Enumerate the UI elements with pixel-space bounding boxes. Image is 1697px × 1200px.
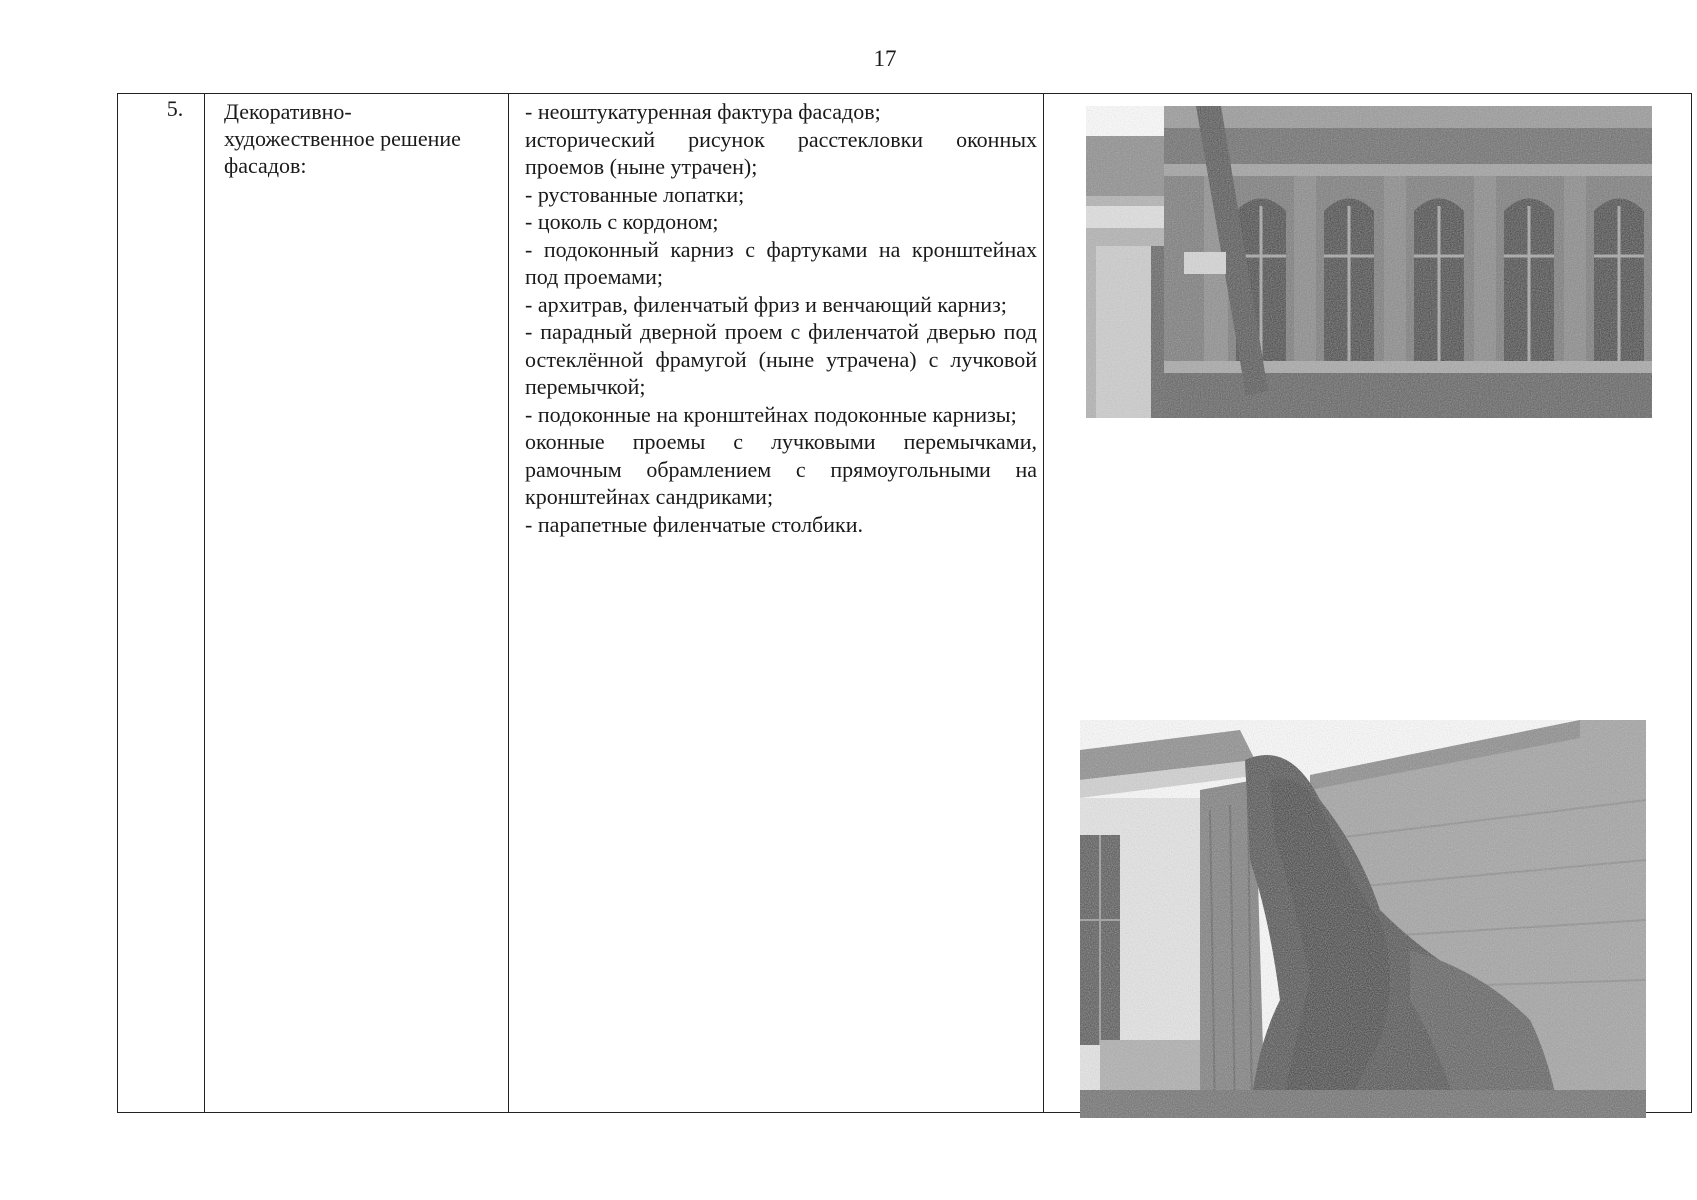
feature-item: - рустованные лопатки; xyxy=(525,181,745,207)
facade-vine-photo xyxy=(1080,720,1646,1118)
feature-item: - архитрав, филенчатый фриз и венчающий карниз; xyxy=(525,291,1007,317)
feature-item: - подоконный карниз с фартуками на кронштейнах под проемами; xyxy=(525,236,1037,289)
row-number: 5. xyxy=(166,96,184,121)
facade-windows-photo xyxy=(1086,106,1652,418)
column-divider xyxy=(508,93,509,1113)
column-divider xyxy=(1043,93,1044,1113)
feature-list xyxy=(525,98,1037,538)
feature-item: оконные проемы с лучковыми перемычками, рамочным обрамлением с прямоугольными на кронштейнах сандриками; xyxy=(525,429,1037,509)
feature-item: - неоштукатуренная фактура фасадов; xyxy=(525,99,881,124)
feature-item: - парапетные филенчатые столбики. xyxy=(525,511,863,537)
feature-item: - цоколь с кордоном; xyxy=(525,209,719,234)
feature-item: исторический рисунок расстекловки оконных проемов (ныне утрачен); xyxy=(525,126,1037,179)
row-title: Декоративно-художественное решение фасадов: xyxy=(224,99,461,178)
column-divider xyxy=(204,93,205,1113)
page-number: 17 xyxy=(873,46,897,71)
feature-item: - подоконные на кронштейнах подоконные карнизы; xyxy=(525,401,1017,427)
feature-item: - парадный дверной проем с филенчатой дверью под остеклённой фрамугой (ныне утрачена) с лучковой перемычкой; xyxy=(525,319,1037,399)
